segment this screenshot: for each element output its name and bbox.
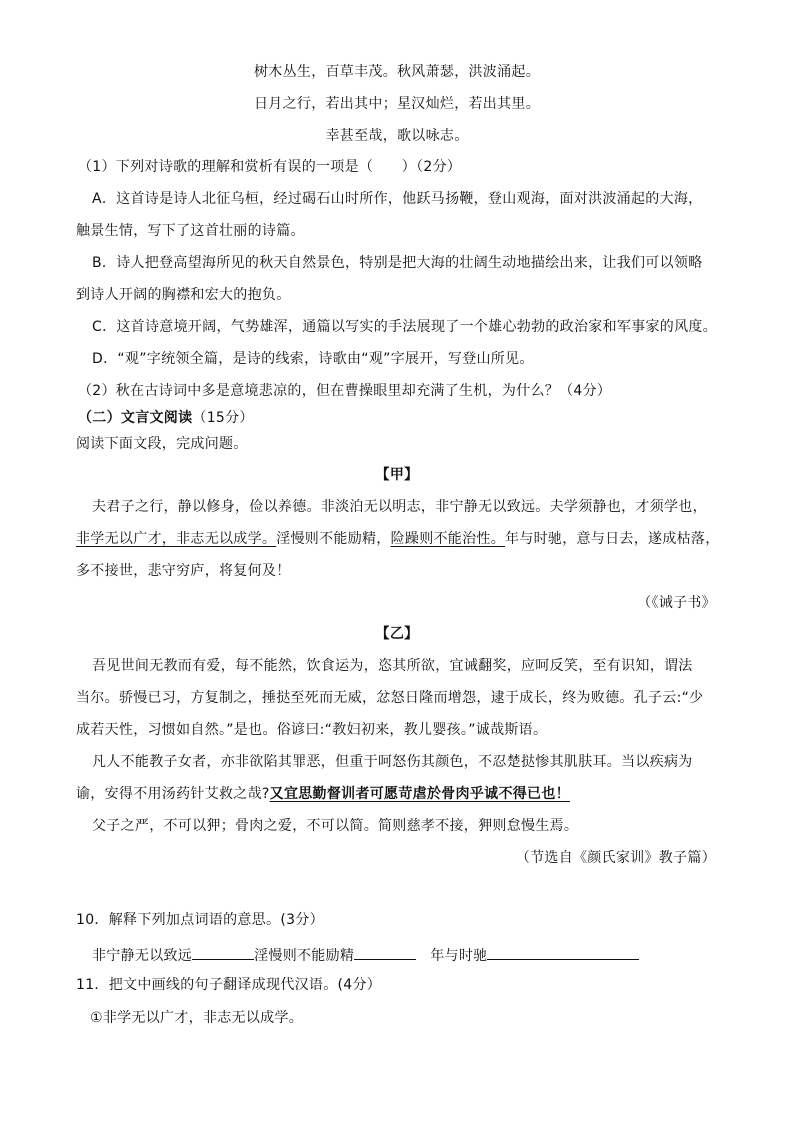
option-b-line-1: B．诗人把登高望海所见的秋天自然景色，特别是把大海的壮阔生动地描绘出来，让我们可以领略 xyxy=(92,255,703,271)
yi-line-4: 凡人不能教子女者，亦非欲陷其罪恶，但重于呵怒伤其颜色，不忍楚挞惨其肌肤耳。当以疾病为 xyxy=(92,754,693,770)
jia-line-2-mid: 淫慢则不能励精， xyxy=(276,531,391,547)
question-11-item-1: ①非学无以广才，非志无以成学。 xyxy=(90,1010,304,1026)
q10-item-2: 淫慢则不能励精 xyxy=(254,948,355,964)
poem-line-2: 日月之行，若出其中；星汉灿烂，若出其里。 xyxy=(254,96,540,112)
underlined-sentence-1: 非学无以广才，非志无以成学。 xyxy=(76,531,277,547)
section-2-instruction: 阅读下面文段，完成问题。 xyxy=(76,436,248,452)
answer-blank-1[interactable] xyxy=(192,943,254,960)
answer-blank-2[interactable] xyxy=(354,943,416,960)
option-a-line-2: 触景生情，写下了这首壮丽的诗篇。 xyxy=(76,223,305,239)
passage-jia-heading: 【甲】 xyxy=(375,467,419,483)
jia-source: （《诫子书》 xyxy=(637,595,716,611)
yi-line-2: 当尔。骄慢已习，方复制之，捶挞至死而无威，忿怒日隆而增怨，逮于成长，终为败德。孔子云:“少 xyxy=(76,690,704,706)
jia-line-3: 多不接世，悲守穷庐，将复何及！ xyxy=(76,563,291,579)
jia-line-1: 夫君子之行，静以修身，俭以养德。非淡泊无以明志，非宁静无以致远。夫学须静也，才须学也， xyxy=(92,499,707,515)
question-2-stem: （2）秋在古诗词中多是意境悲凉的，但在曹操眼里却充满了生机，为什么？（4分） xyxy=(78,383,612,399)
yi-line-5 xyxy=(76,784,570,804)
question-10-items xyxy=(92,943,639,966)
option-b-line-2: 到诗人开阔的胸襟和宏大的抱负。 xyxy=(76,287,291,303)
option-d: D．“观”字统领全篇，是诗的线索，诗歌由“观”字展开，写登山所见。 xyxy=(92,351,534,367)
section-2-heading xyxy=(78,408,254,428)
section-2-title: （二）文言文阅读 xyxy=(78,410,193,426)
section-2-score: （15分） xyxy=(192,410,254,426)
yi-line-3: 成若天性，习惯如自然。”是也。俗谚曰:“教妇初来，教儿婴孩。”诚哉斯语。 xyxy=(76,722,548,738)
jia-line-2 xyxy=(76,529,720,549)
yi-source: （节选自《颜氏家训》教子篇） xyxy=(515,850,716,866)
underlined-sentence-2: 险躁则不能治性。 xyxy=(390,531,506,547)
option-c: C．这首诗意境开阔，气势雄浑，通篇以写实的手法展现了一个雄心勃勃的政治家和军事家的风度。 xyxy=(92,319,717,335)
question-11-stem: 11．把文中画线的句子翻译成现代汉语。(4分） xyxy=(76,977,382,993)
jia-line-2-end: 年与时驰，意与日去，遂成枯落， xyxy=(505,531,720,547)
question-10-stem: 10．解释下列加点词语的意思。(3分） xyxy=(76,912,324,928)
underlined-sentence-3: 又宜思勤督训者可愿苛虐於骨肉乎诚不得已也！ xyxy=(269,786,570,802)
passage-yi-heading: 【乙】 xyxy=(375,626,419,642)
q10-item-3: 年与时驰 xyxy=(430,948,488,964)
poem-line-1: 树木丛生，百草丰茂。秋风萧瑟，洪波涌起。 xyxy=(254,64,540,80)
yi-line-6: 父子之严，不可以狎；骨肉之爱，不可以简。简则慈孝不接，狎则怠慢生焉。 xyxy=(92,818,579,834)
question-1-stem: （1）下列对诗歌的理解和赏析有误的一项是（ ）（2分） xyxy=(78,159,462,175)
poem-line-3: 幸甚至哉，歌以咏志。 xyxy=(325,128,469,144)
answer-blank-3[interactable] xyxy=(487,943,639,960)
yi-line-1: 吾见世间无教而有爱，每不能然，饮食运为，恣其所欲，宜诫翻奖，应呵反笑，至有识知，谓法 xyxy=(92,658,693,674)
q10-item-1: 非宁静无以致远 xyxy=(92,948,193,964)
option-a-line-1: A．这首诗是诗人北征乌桓，经过碣石山时所作，他跃马扬鞭，登山观海，面对洪波涌起的大海， xyxy=(92,191,703,207)
yi-line-5-start: 谕，安得不用汤药针艾救之哉? xyxy=(76,786,270,802)
